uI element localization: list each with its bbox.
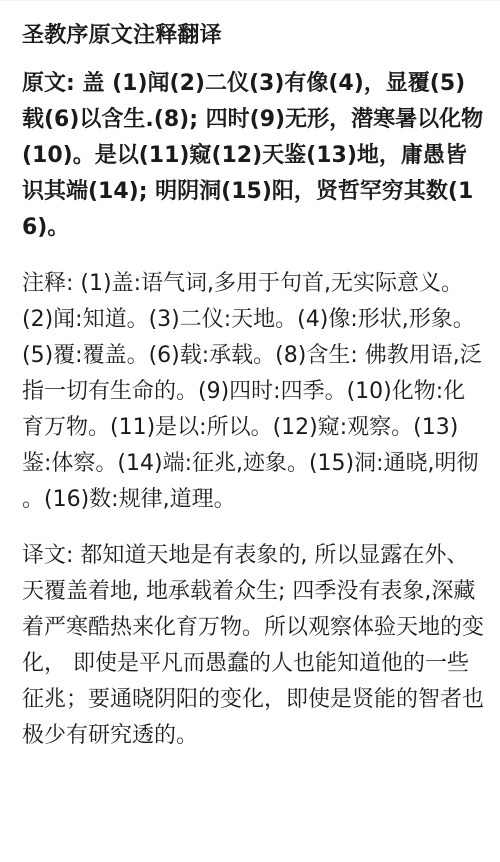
translation-label: 译文: bbox=[22, 543, 74, 568]
notes-paragraph bbox=[22, 266, 484, 518]
original-text-paragraph bbox=[22, 66, 484, 246]
original-label: 原文: bbox=[22, 71, 75, 96]
top-divider bbox=[0, 0, 500, 1]
document-title: 圣教序原文注释翻译 bbox=[22, 23, 222, 48]
notes-label: 注释: bbox=[22, 271, 74, 296]
translation-paragraph bbox=[22, 538, 484, 754]
translation-text: 都知道天地是有表象的, 所以显露在外、天覆盖着地, 地承载着众生; 四季没有表象,深藏着严寒酷热来化育万物。所以观察体验天地的变化， 即使是平凡而愚蠢的人也能知道他的一些征兆；要通晓阴阳的变化，即使是贤能的智者也极少有研究透的。 bbox=[22, 543, 485, 748]
original-text: 盖 (1)闻(2)二仪(3)有像(4)，显覆(5)载(6)以含生.(8); 四时(9)无形，潜寒暑以化物(10)。是以(11)窥(12)天鉴(13)地，庸愚皆识其端(14); 明阴洞(15)阳，贤哲罕穷其数(16)。 bbox=[22, 71, 484, 240]
notes-text: (1)盖:语气词,多用于句首,无实际意义。(2)闻:知道。(3)二仪:天地。(4)像:形状,形象。(5)覆:覆盖。(6)载:承载。(8)含生: 佛教用语,泛指一切有生命的。(9)四时:四季。(10)化物:化育万物。(11)是以:所以。(12)窥:观察。(13)鉴:体察。(14)端:征兆,迹象。(15)洞:通晓,明彻 。(16)数:规律,道理。 bbox=[22, 271, 482, 512]
